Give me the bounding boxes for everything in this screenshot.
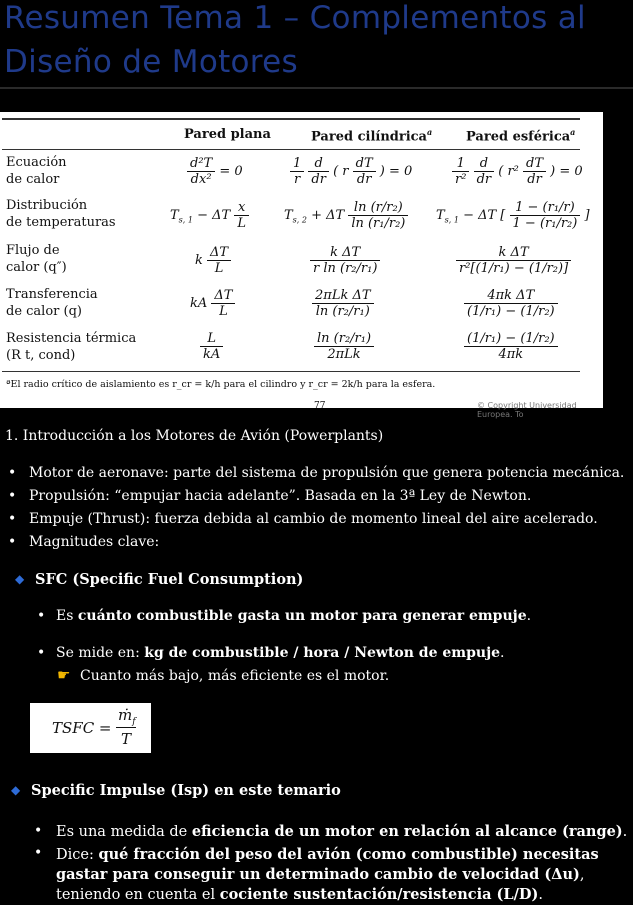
eq-cyl-heat: $\frac{1}{r}$ $\frac{d}{dr}$ ( r $\frac{dT}{dr}$ ) = 0 bbox=[290, 156, 412, 187]
eq-cyl-resistance: $\frac{\text{ln (r₂/r₁)}}{\text{2πLk}}$ bbox=[314, 331, 374, 362]
sfc-hint: Cuanto más bajo, más eficiente es el motor. bbox=[80, 668, 390, 684]
formula-lhs: TSFC = bbox=[52, 719, 112, 737]
table-header-rule bbox=[2, 149, 580, 150]
row-label-heat-rate: Transferencia de calor (q) bbox=[6, 287, 98, 319]
source-page-number: 77 bbox=[314, 401, 326, 411]
bullet-dot: • bbox=[8, 534, 17, 550]
bullet-key-magnitudes: Magnitudes clave: bbox=[29, 534, 160, 550]
eq-plane-rate: kA $\frac{\Delta T}{L}$ bbox=[190, 288, 235, 319]
section-intro: 1. Introducción a los Motores de Avión (Powerplants) bbox=[5, 428, 384, 444]
title-divider bbox=[0, 87, 633, 89]
page-title bbox=[4, 0, 629, 84]
row-label-temperature-distribution: Distribución de temperaturas bbox=[6, 198, 116, 230]
isp-heading: Specific Impulse (Isp) en este temario bbox=[31, 782, 341, 799]
copyright-notice: © Copyright Universidad Europea. To bbox=[477, 401, 577, 419]
bullet-dot: • bbox=[34, 823, 43, 839]
bullet-propulsion: Propulsión: “empujar hacia adelante”. Basada en la 3ª Ley de Newton. bbox=[29, 488, 532, 504]
table-footnote: ªEl radio crítico de aislamiento es r_cr = k/h para el cilindro y r_cr = 2k/h para la esfera. bbox=[6, 379, 436, 390]
bullet-dot: • bbox=[37, 608, 46, 624]
eq-sph-resistance: $\frac{\text{(1/r₁) − (1/r₂)}}{4\pi k}$ bbox=[464, 331, 558, 362]
sfc-heading: SFC (Specific Fuel Consumption) bbox=[35, 571, 304, 588]
eq-cyl-rate: $\frac{\text{2πLk ΔT}}{\text{ln (r₂/r₁)}}$ bbox=[312, 288, 374, 319]
isp-explanation: Dice: qué fracción del peso del avión (como combustible) necesitas gastar para conseguir un determinado cambio de velocidad (Δu), teniendo en cuenta el cociente sustentación/resistencia (L/D). bbox=[56, 846, 599, 903]
sfc-units: Se mide en: kg de combustible / hora / Newton de empuje. bbox=[56, 645, 505, 661]
row-label-thermal-resistance: Resistencia térmica (R t, cond) bbox=[6, 331, 137, 363]
eq-plane-flux: k $\frac{\Delta T}{L}$ bbox=[195, 245, 231, 276]
bullet-dot: • bbox=[37, 645, 46, 661]
row-label-heat-equation: Ecuación de calor bbox=[6, 155, 67, 187]
eq-cyl-flux: $\frac{\text{k ΔT}}{\text{r ln (r₂/r₁)}}$ bbox=[310, 245, 380, 276]
title-line-2: Diseño de Motores bbox=[4, 44, 298, 80]
formula-fraction-bar bbox=[116, 727, 136, 728]
title-line-1: Resumen Tema 1 – Complementos al bbox=[4, 0, 586, 36]
eq-plane-resistance: $\frac{L}{kA}$ bbox=[200, 331, 223, 362]
eq-sph-temp: $T_{s, 1} - \Delta T$ [ $\frac{\text{1 − (r₁/r)}}{\text{1 − (r₁/r₂)}}$ ] bbox=[436, 200, 590, 231]
eq-sph-heat: $\frac{1}{\text{r²}}$ $\frac{d}{dr}$ ( r² $\frac{dT}{dr}$ ) = 0 bbox=[452, 156, 583, 187]
header-spherical-wall: Pared esférica$^a$ bbox=[466, 127, 576, 145]
diamond-bullet-icon: ◆ bbox=[11, 783, 21, 797]
bullet-dot: • bbox=[8, 488, 17, 504]
table-bottom-rule bbox=[2, 371, 580, 372]
bullet-dot: • bbox=[8, 511, 17, 527]
heat-transfer-table-image bbox=[0, 112, 603, 419]
sfc-definition: Es cuánto combustible gasta un motor para generar empuje. bbox=[56, 608, 532, 624]
formula-numerator: ṁ$_f$ bbox=[118, 706, 136, 727]
bullet-thrust: Empuje (Thrust): fuerza debida al cambio de momento lineal del aire acelerado. bbox=[29, 511, 598, 527]
header-plane-wall: Pared plana bbox=[184, 127, 271, 142]
bullet-engine-definition: Motor de aeronave: parte del sistema de propulsión que genera potencia mecánica. bbox=[29, 465, 625, 481]
table-top-rule bbox=[2, 118, 580, 120]
eq-sph-flux: $\frac{\text{k ΔT}}{\text{r²[(1/r₁) − (1/r₂)]}}$ bbox=[456, 245, 571, 276]
tsfc-formula bbox=[30, 703, 151, 753]
formula-denominator: T bbox=[121, 730, 132, 748]
diamond-bullet-icon: ◆ bbox=[15, 572, 25, 586]
eq-plane-heat: $\frac{\text{d²T}}{\text{dx²}}$ = 0 bbox=[187, 156, 243, 187]
bullet-dot: • bbox=[34, 845, 43, 861]
pointing-hand-icon: ☛ bbox=[57, 666, 71, 684]
header-cylindrical-wall: Pared cilíndrica$^a$ bbox=[311, 127, 433, 145]
eq-cyl-temp: $T_{s, 2} + \Delta T$ $\frac{\text{ln (r/r₂)}}{\text{ln (r₁/r₂)}}$ bbox=[284, 200, 408, 231]
row-label-heat-flux: Flujo de calor (q″) bbox=[6, 243, 67, 275]
eq-sph-rate: $\frac{\text{4πk ΔT}}{\text{(1/r₁) − (1/r₂)}}$ bbox=[464, 288, 558, 319]
eq-plane-temp: $T_{s, 1} - \Delta T$ $\frac{x}{L}$ bbox=[170, 200, 249, 231]
isp-definition: Es una medida de eficiencia de un motor en relación al alcance (range). bbox=[56, 823, 628, 840]
bullet-dot: • bbox=[8, 465, 17, 481]
